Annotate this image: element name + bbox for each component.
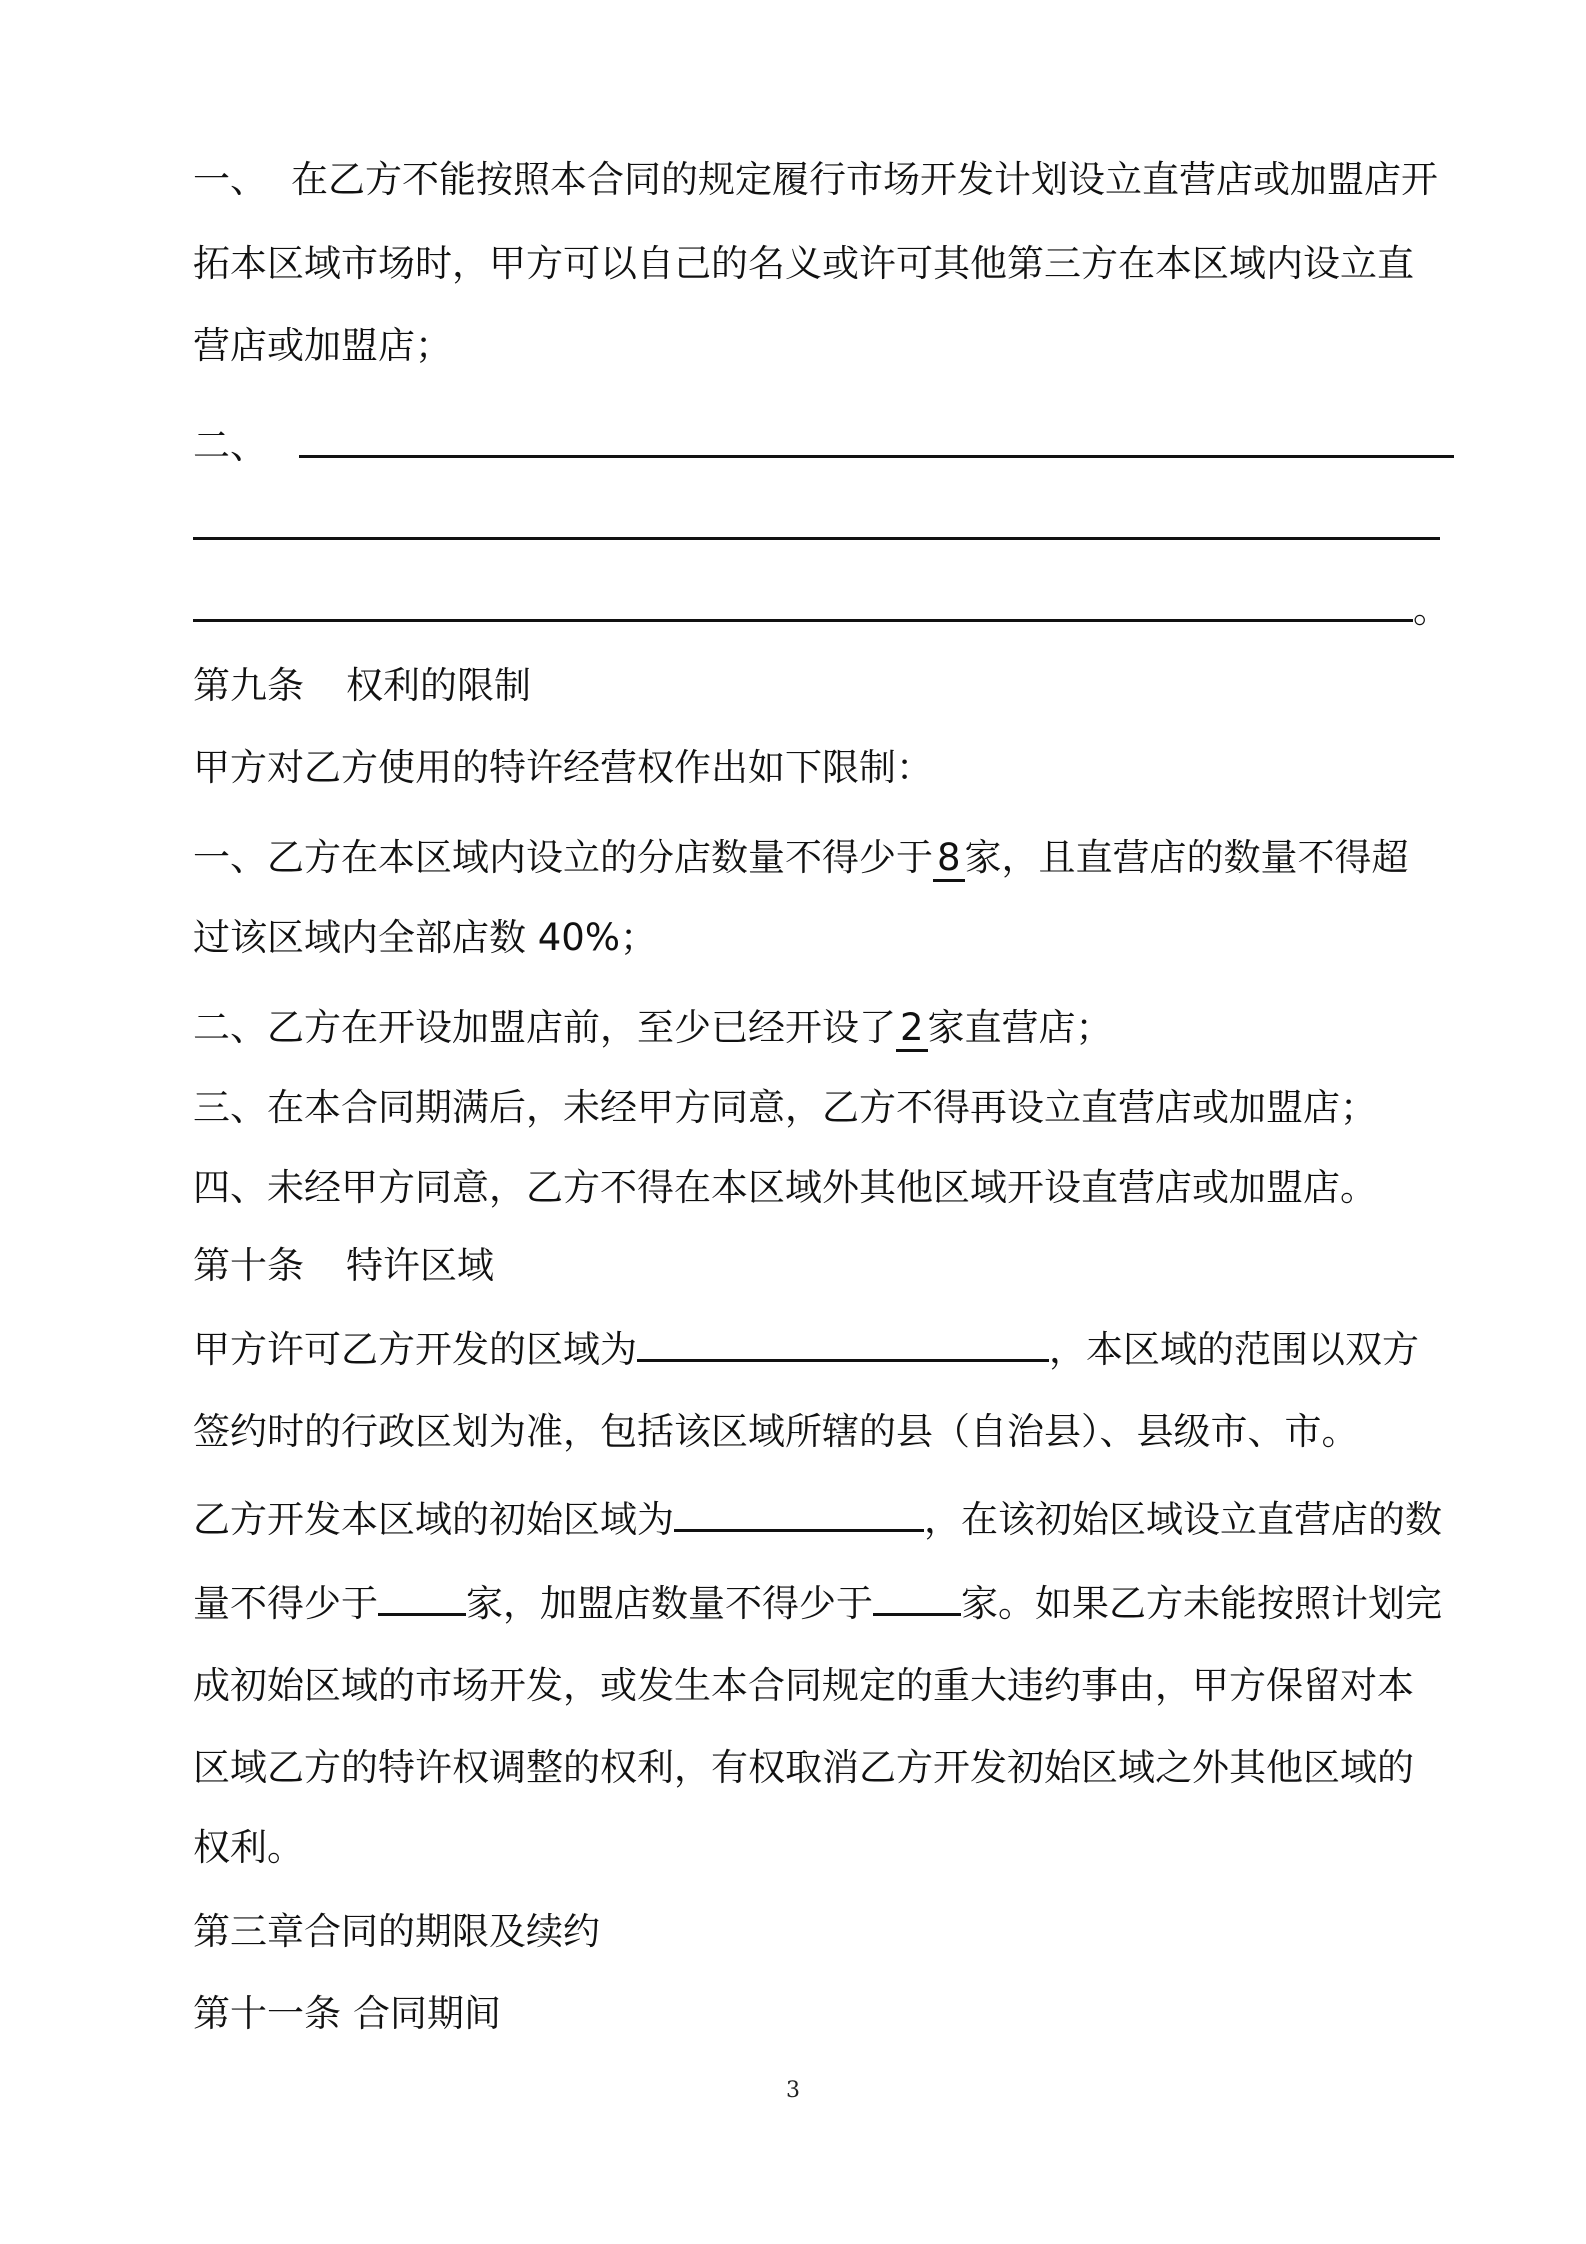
article-9-heading bbox=[193, 660, 1443, 712]
article-title: 合同期间 bbox=[353, 1992, 501, 2035]
article-9-intro: 甲方对乙方使用的特许经营权作出如下限制： bbox=[193, 746, 933, 789]
article-number: 第九条 bbox=[193, 664, 304, 707]
article-number: 第十一条 bbox=[193, 1992, 341, 2035]
item-text: 家直营店； bbox=[927, 1006, 1113, 1049]
para-text: 家，加盟店数量不得少于 bbox=[466, 1582, 873, 1625]
fill-in-blank[interactable] bbox=[193, 503, 1440, 540]
item-number: 一、 bbox=[193, 158, 267, 201]
article-9-item-1-cont: 过该区域内全部店数 40%； bbox=[193, 916, 657, 959]
item-text: 一、乙方在本区域内设立的分店数量不得少于 bbox=[193, 836, 933, 879]
article-9-item-3: 三、在本合同期满后，未经甲方同意，乙方不得再设立直营店或加盟店； bbox=[193, 1086, 1377, 1129]
para-text: 家。如果乙方未能按照计划完 bbox=[961, 1582, 1442, 1625]
clause-item-1-line-1 bbox=[193, 154, 1443, 206]
fill-in-blank[interactable] bbox=[193, 585, 1413, 622]
clause-item-2-line-3 bbox=[193, 584, 1450, 636]
article-10-para-1-line-2: 签约时的行政区划为准，包括该区域所辖的县（自治县）、县级市、市。 bbox=[193, 1410, 1359, 1453]
para-text: 量不得少于 bbox=[193, 1582, 378, 1625]
clause-item-1-line-2: 拓本区域市场时，甲方可以自己的名义或许可其他第三方在本区域内设立直 bbox=[193, 242, 1414, 285]
article-number: 第十条 bbox=[193, 1244, 304, 1287]
sentence-end: 。 bbox=[1413, 588, 1450, 631]
para-text: 甲方许可乙方开发的区域为 bbox=[193, 1328, 637, 1371]
direct-store-min-blank[interactable] bbox=[378, 1579, 466, 1616]
clause-item-1-line-3: 营店或加盟店； bbox=[193, 324, 452, 367]
region-blank[interactable] bbox=[637, 1325, 1049, 1362]
article-10-para-2-line-4: 区域乙方的特许权调整的权利，有权取消乙方开发初始区域之外其他区域的 bbox=[193, 1746, 1414, 1789]
article-title: 特许区域 bbox=[346, 1244, 494, 1287]
article-11-heading bbox=[193, 1988, 1443, 2040]
article-9-item-4: 四、未经甲方同意，乙方不得在本区域外其他区域开设直营店或加盟店。 bbox=[193, 1166, 1377, 1209]
article-9-item-1 bbox=[193, 832, 1443, 884]
direct-store-count-value: 2 bbox=[896, 1006, 928, 1052]
article-10-para-2-line-1 bbox=[193, 1494, 1443, 1546]
para-text: ，本区域的范围以双方 bbox=[1049, 1328, 1419, 1371]
item-text: 家，且直营店的数量不得超 bbox=[964, 836, 1409, 879]
branch-count-value: 8 bbox=[933, 836, 965, 882]
article-10-para-2-line-2 bbox=[193, 1578, 1443, 1630]
fill-in-blank[interactable] bbox=[299, 421, 1454, 458]
article-10-para-2-line-3: 成初始区域的市场开发，或发生本合同规定的重大违约事由，甲方保留对本 bbox=[193, 1664, 1414, 1707]
article-10-heading bbox=[193, 1240, 1443, 1292]
franchise-store-min-blank[interactable] bbox=[873, 1579, 961, 1616]
article-10-para-1-line-1 bbox=[193, 1324, 1443, 1376]
chapter-3-heading: 第三章合同的期限及续约 bbox=[193, 1910, 600, 1953]
clause-item-2-line-1 bbox=[193, 420, 1443, 472]
item-text: 二、乙方在开设加盟店前，至少已经开设了 bbox=[193, 1006, 896, 1049]
para-text: ，在该初始区域设立直营店的数 bbox=[924, 1498, 1442, 1541]
initial-region-blank[interactable] bbox=[674, 1495, 924, 1532]
article-9-item-2 bbox=[193, 1002, 1443, 1054]
item-number: 二、 bbox=[193, 424, 267, 467]
page-number: 3 bbox=[786, 2078, 800, 2103]
article-title: 权利的限制 bbox=[346, 664, 531, 707]
para-text: 乙方开发本区域的初始区域为 bbox=[193, 1498, 674, 1541]
item-text: 在乙方不能按照本合同的规定履行市场开发计划设立直营店或加盟店开 bbox=[291, 158, 1438, 201]
clause-item-2-line-2 bbox=[193, 502, 1443, 554]
article-10-para-2-line-5: 权利。 bbox=[193, 1826, 304, 1869]
